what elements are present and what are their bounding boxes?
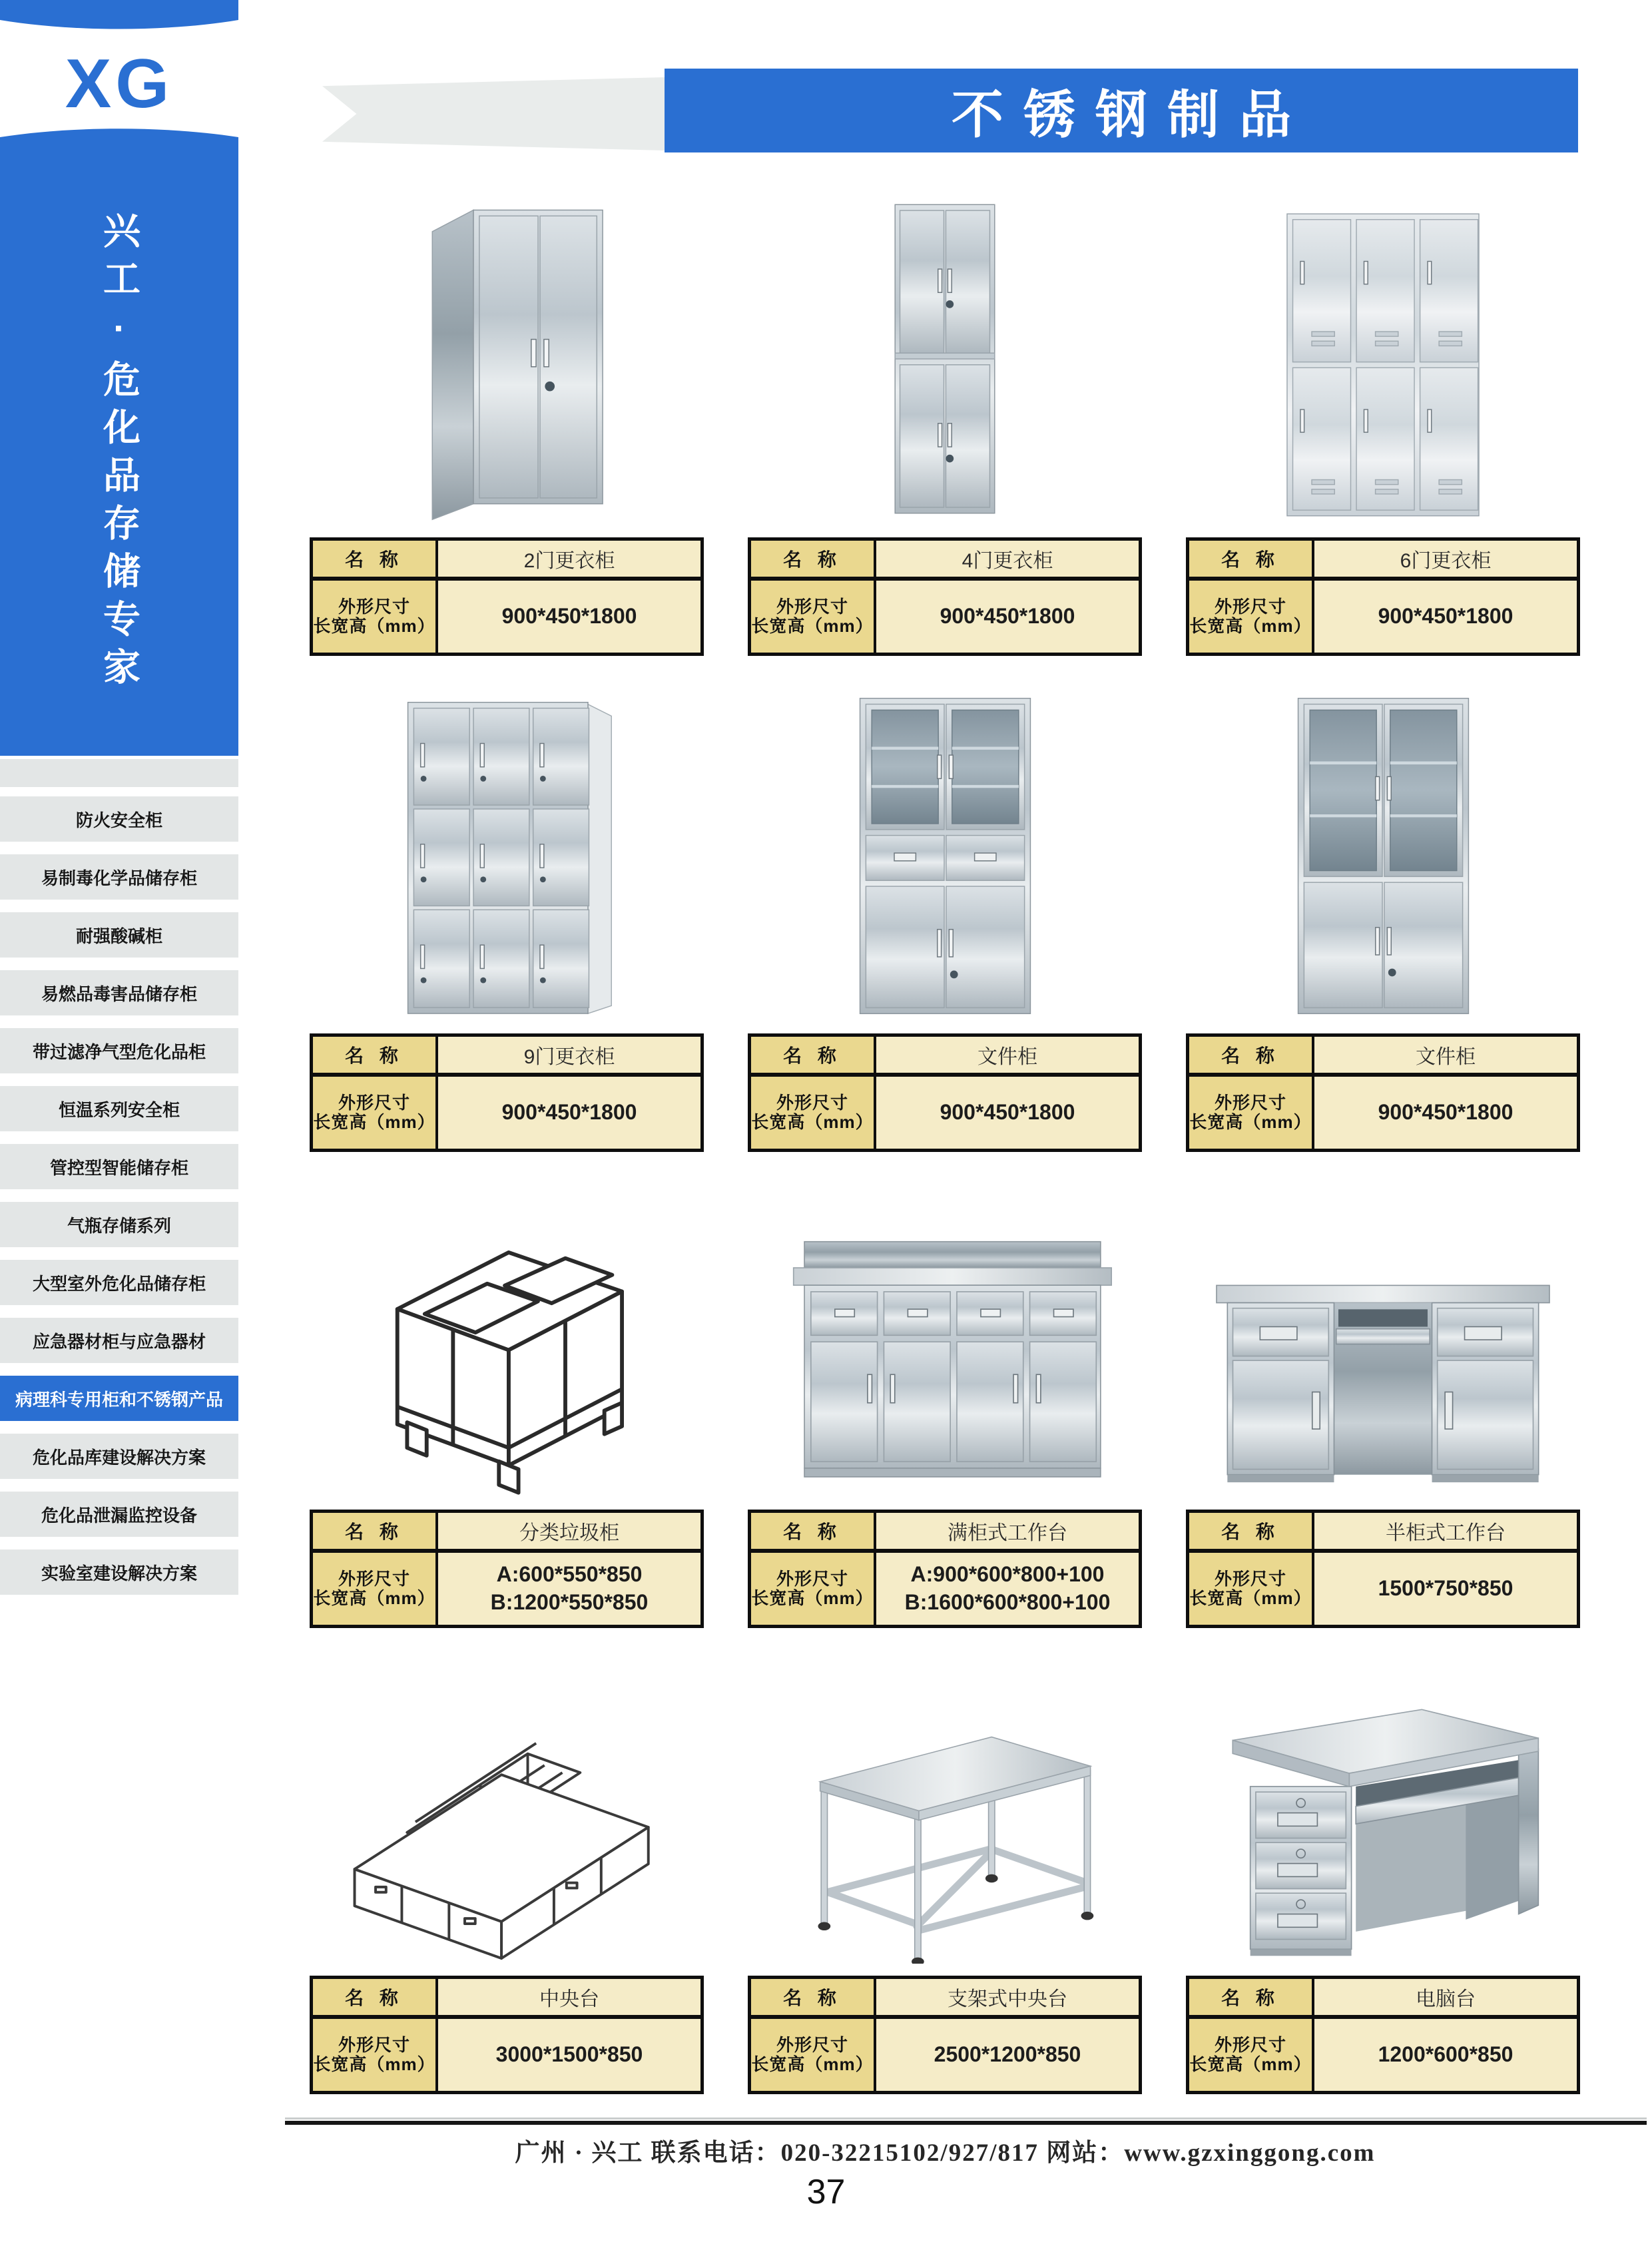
spec-name-label: 名 称 (313, 1979, 438, 2019)
spec-size-label-line2: 长宽高（mm） (313, 1588, 435, 1608)
product-dims (876, 1553, 1139, 1625)
product-card (1186, 163, 1580, 656)
product-name: 支架式中央台 (876, 1979, 1139, 2019)
spec-size-label-line1: 外形尺寸 (338, 1568, 410, 1589)
product-image-half-cabinet-worktable (1186, 1152, 1580, 1510)
product-dims (1314, 1077, 1577, 1149)
product-name: 满柜式工作台 (876, 1513, 1139, 1553)
product-card (1186, 1628, 1580, 2094)
spec-size-label-line1: 外形尺寸 (338, 596, 410, 617)
product-dims (1314, 2019, 1577, 2091)
spec-size-label (751, 2019, 876, 2091)
product-dims-line1: 900*450*1800 (501, 1100, 637, 1125)
spec-size-label (313, 581, 438, 653)
sidebar-item-filtered-hazmat-cabinet[interactable]: 带过滤净气型危化品柜 (0, 1028, 238, 1073)
spec-size-label (313, 2019, 438, 2091)
spec-name-label: 名 称 (751, 1513, 876, 1553)
product-dims (876, 2019, 1139, 2091)
sidebar-item-gas-cylinder-series[interactable]: 气瓶存储系列 (0, 1202, 238, 1247)
spec-name-label: 名 称 (751, 541, 876, 581)
product-card (310, 656, 704, 1152)
spec-size-label (751, 581, 876, 653)
product-card (748, 1628, 1142, 2094)
spec-table (1186, 1033, 1580, 1152)
product-card (748, 656, 1142, 1152)
product-card (748, 163, 1142, 656)
product-image-full-cabinet-workbench (748, 1152, 1142, 1510)
product-dims-line1: 900*450*1800 (1378, 1100, 1514, 1125)
product-image-file-cabinet-glass (1186, 656, 1580, 1033)
product-dims-line1: A:600*550*850 (496, 1562, 643, 1587)
spec-size-label-line1: 外形尺寸 (776, 596, 848, 617)
product-dims-line2: B:1200*550*850 (490, 1590, 649, 1614)
spec-size-label-line1: 外形尺寸 (1214, 596, 1286, 617)
spec-table (748, 537, 1142, 656)
spec-name-label: 名 称 (313, 1513, 438, 1553)
product-image-9-door-locker (310, 656, 704, 1033)
product-dims (438, 581, 700, 653)
sidebar-item-leak-monitoring-equipment[interactable]: 危化品泄漏监控设备 (0, 1492, 238, 1537)
product-grid (310, 163, 1580, 2094)
product-name: 文件柜 (1314, 1037, 1577, 1077)
product-dims (876, 581, 1139, 653)
spec-table (748, 1976, 1142, 2094)
product-name: 电脑台 (1314, 1979, 1577, 2019)
sidebar-item-smart-storage-cabinet[interactable]: 管控型智能储存柜 (0, 1144, 238, 1189)
spec-size-label (1189, 581, 1314, 653)
product-card (1186, 656, 1580, 1152)
sidebar (0, 0, 238, 2242)
footer-divider (285, 2117, 1647, 2125)
spec-name-label: 名 称 (751, 1037, 876, 1077)
spec-size-label (1189, 1553, 1314, 1625)
product-image-2-door-locker (310, 163, 704, 537)
spec-size-label (313, 1077, 438, 1149)
spec-table (310, 1976, 704, 2094)
product-dims (438, 2019, 700, 2091)
sidebar-item-flammable-toxic-cabinet[interactable]: 易燃品毒害品储存柜 (0, 970, 238, 1015)
sidebar-item-outdoor-hazmat-cabinet[interactable]: 大型室外危化品储存柜 (0, 1260, 238, 1305)
spec-size-label (313, 1553, 438, 1625)
spec-size-label-line1: 外形尺寸 (1214, 1092, 1286, 1113)
spec-table (1186, 537, 1580, 656)
product-name: 分类垃圾柜 (438, 1513, 700, 1553)
spec-size-label-line2: 长宽高（mm） (313, 2054, 435, 2074)
product-card (1186, 1152, 1580, 1628)
product-card (310, 163, 704, 656)
spec-name-label: 名 称 (1189, 541, 1314, 581)
spec-table (748, 1033, 1142, 1152)
spec-size-label (1189, 1077, 1314, 1149)
spec-size-label-line2: 长宽高（mm） (1189, 616, 1312, 636)
product-dims (1314, 1553, 1577, 1625)
product-image-file-cabinet-drawers (748, 656, 1142, 1033)
footer-divider-thin-line (285, 2117, 1647, 2119)
sidebar-blue-panel (0, 150, 238, 756)
product-image-4-door-locker (748, 163, 1142, 537)
spec-table (1186, 1976, 1580, 2094)
spec-size-label-line2: 长宽高（mm） (1189, 1112, 1312, 1132)
sidebar-item-pathology-stainless-products[interactable]: 病理科专用柜和不锈钢产品 (0, 1376, 238, 1421)
spec-size-label-line2: 长宽高（mm） (1189, 1588, 1312, 1608)
spec-size-label-line2: 长宽高（mm） (1189, 2054, 1312, 2074)
sidebar-item-hazmat-warehouse-solution[interactable]: 危化品库建设解决方案 (0, 1434, 238, 1479)
brand-tagline: 兴工·危化品存储专家 (99, 210, 140, 695)
spec-size-label-line2: 长宽高（mm） (751, 616, 874, 636)
spec-table (310, 1510, 704, 1628)
footer-divider-thick-line (285, 2121, 1647, 2125)
product-image-frame-central-table (748, 1628, 1142, 1976)
sidebar-item-emergency-equipment[interactable]: 应急器材柜与应急器材 (0, 1318, 238, 1363)
product-dims-line1: 900*450*1800 (1378, 604, 1514, 629)
spec-size-label-line1: 外形尺寸 (776, 1568, 848, 1589)
sidebar-item-precursor-chemical-cabinet[interactable]: 易制毒化学品储存柜 (0, 854, 238, 900)
product-dims-line1: 2500*1200*850 (934, 2042, 1081, 2067)
product-name: 中央台 (438, 1979, 700, 2019)
spec-size-label-line1: 外形尺寸 (1214, 1568, 1286, 1589)
product-dims-line1: 900*450*1800 (501, 604, 637, 629)
page-header-banner (665, 69, 1578, 152)
sidebar-menu (0, 759, 238, 1607)
spec-table (748, 1510, 1142, 1628)
spec-table (1186, 1510, 1580, 1628)
product-card (748, 1152, 1142, 1628)
product-card (310, 1628, 704, 2094)
product-dims-line1: 1200*600*850 (1378, 2042, 1514, 2067)
header-ribbon-decoration (322, 77, 665, 150)
sidebar-menu-spacer (0, 759, 238, 787)
spec-name-label: 名 称 (1189, 1513, 1314, 1553)
product-dims-line1: 900*450*1800 (940, 604, 1075, 629)
product-name: 2门更衣柜 (438, 541, 700, 581)
spec-size-label-line2: 长宽高（mm） (313, 1112, 435, 1132)
product-image-6-door-locker (1186, 163, 1580, 537)
product-name: 9门更衣柜 (438, 1037, 700, 1077)
product-dims (438, 1077, 700, 1149)
sidebar-item-laboratory-solution[interactable]: 实验室建设解决方案 (0, 1549, 238, 1595)
product-dims-line1: 900*450*1800 (940, 1100, 1075, 1125)
product-image-computer-desk (1186, 1628, 1580, 1976)
spec-size-label-line1: 外形尺寸 (776, 1092, 848, 1113)
spec-table (310, 537, 704, 656)
product-dims (876, 1077, 1139, 1149)
product-dims-line1: A:900*600*800+100 (910, 1562, 1105, 1587)
page-number: 37 (806, 2173, 846, 2211)
spec-size-label-line2: 长宽高（mm） (751, 2054, 874, 2074)
spec-size-label (751, 1553, 876, 1625)
spec-size-label-line2: 长宽高（mm） (313, 616, 435, 636)
product-dims-line1: 1500*750*850 (1378, 1576, 1514, 1601)
product-name: 文件柜 (876, 1037, 1139, 1077)
product-dims-line2: B:1600*600*800+100 (904, 1590, 1111, 1614)
main-content (238, 0, 1652, 2242)
spec-name-label: 名 称 (751, 1979, 876, 2019)
spec-name-label: 名 称 (1189, 1979, 1314, 2019)
product-image-sorting-trash-cabinet (310, 1152, 704, 1510)
page-title: 不锈钢制品 (951, 85, 1311, 144)
sidebar-item-constant-temp-cabinet[interactable]: 恒温系列安全柜 (0, 1086, 238, 1131)
spec-size-label-line2: 长宽高（mm） (751, 1112, 874, 1132)
sidebar-item-fireproof-safety-cabinet[interactable]: 防火安全柜 (0, 796, 238, 842)
product-name: 4门更衣柜 (876, 541, 1139, 581)
spec-size-label-line1: 外形尺寸 (1214, 2034, 1286, 2055)
product-dims (438, 1553, 700, 1625)
spec-size-label (751, 1077, 876, 1149)
sidebar-item-acid-alkali-cabinet[interactable]: 耐强酸碱柜 (0, 912, 238, 958)
brand-logo: XG (65, 45, 174, 123)
spec-size-label-line1: 外形尺寸 (338, 1092, 410, 1113)
footer-contact: 广州 · 兴工 联系电话：020-32215102/927/817 网站：www.gzxinggong.com (515, 2139, 1376, 2167)
spec-size-label-line1: 外形尺寸 (338, 2034, 410, 2055)
product-image-central-bench (310, 1628, 704, 1976)
spec-name-label: 名 称 (1189, 1037, 1314, 1077)
product-dims (1314, 581, 1577, 653)
spec-table (310, 1033, 704, 1152)
spec-size-label (1189, 2019, 1314, 2091)
spec-name-label: 名 称 (313, 541, 438, 581)
product-card (310, 1152, 704, 1628)
product-name: 6门更衣柜 (1314, 541, 1577, 581)
spec-size-label-line1: 外形尺寸 (776, 2034, 848, 2055)
spec-name-label: 名 称 (313, 1037, 438, 1077)
product-name: 半柜式工作台 (1314, 1513, 1577, 1553)
product-dims-line1: 3000*1500*850 (495, 2042, 643, 2067)
spec-size-label-line2: 长宽高（mm） (751, 1588, 874, 1608)
